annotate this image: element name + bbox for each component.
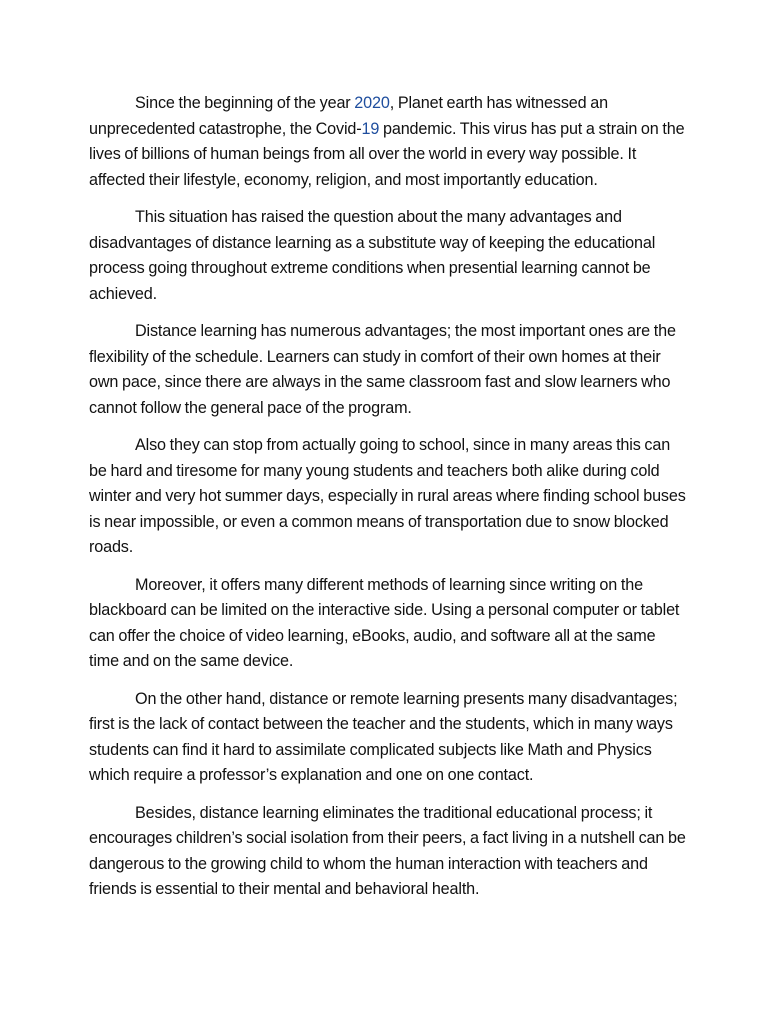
document-body bbox=[89, 91, 689, 903]
year-number: 2020 bbox=[354, 94, 390, 112]
text-run: This situation has raised the question about the many advantages and disadvantages of distance learning as a substitute way of keeping the educational process going throughout extreme conditions when presential learning cannot be achieved. bbox=[89, 208, 656, 303]
text-run: pandemic. This virus has put a strain on the lives of billions of human beings from all over the world in every way possible. It affected their lifestyle, economy, religion, and most importantly education. bbox=[89, 119, 685, 189]
text-run: Distance learning has numerous advantages; the most important ones are the flexibility of the schedule. Learners can study in comfort of their own homes at their own pace, since there are always in the same classroom fast and slow learners who cannot follow the general pace of the program. bbox=[89, 322, 676, 417]
text-run: Besides, distance learning eliminates the traditional educational process; it encourages children’s social isolation from their peers, a fact living in a nutshell can be dangerous to the growing child to whom the human interaction with teachers and friends is essential to their mental and behavioral health. bbox=[89, 803, 686, 898]
text-run: Also they can stop from actually going to school, since in many areas this can be hard and tiresome for many young students and teachers both alike during cold winter and very hot summer days, especially in rural areas where finding school buses is near impossible, or even a common means of transportation due to snow blocked roads. bbox=[89, 436, 686, 556]
text-run: On the other hand, distance or remote learning presents many disadvantages; first is the lack of contact between the teacher and the students, which in many ways students can find it hard to assimilate complicated subjects like Math and Physics which require a professor’s explanation and one on one contact. bbox=[89, 689, 678, 784]
paragraph-6 bbox=[89, 687, 689, 789]
paragraph-3 bbox=[89, 319, 689, 421]
paragraph-1 bbox=[89, 91, 689, 193]
covid-number: 19 bbox=[361, 119, 380, 138]
text-run: Since the beginning of the year bbox=[135, 94, 355, 112]
text-run: , Planet earth has witnessed an unprecedented catastrophe, the Covid- bbox=[89, 94, 608, 138]
paragraph-2 bbox=[89, 205, 689, 307]
paragraph-4 bbox=[89, 433, 689, 561]
paragraph-7 bbox=[89, 801, 689, 903]
paragraph-5 bbox=[89, 573, 689, 675]
text-run: Moreover, it offers many different methods of learning since writing on the blackboard can be limited on the interactive side. Using a personal computer or tablet can offer the choice of video learning, eBooks, audio, and software all at the same time and on the same device. bbox=[89, 575, 680, 670]
